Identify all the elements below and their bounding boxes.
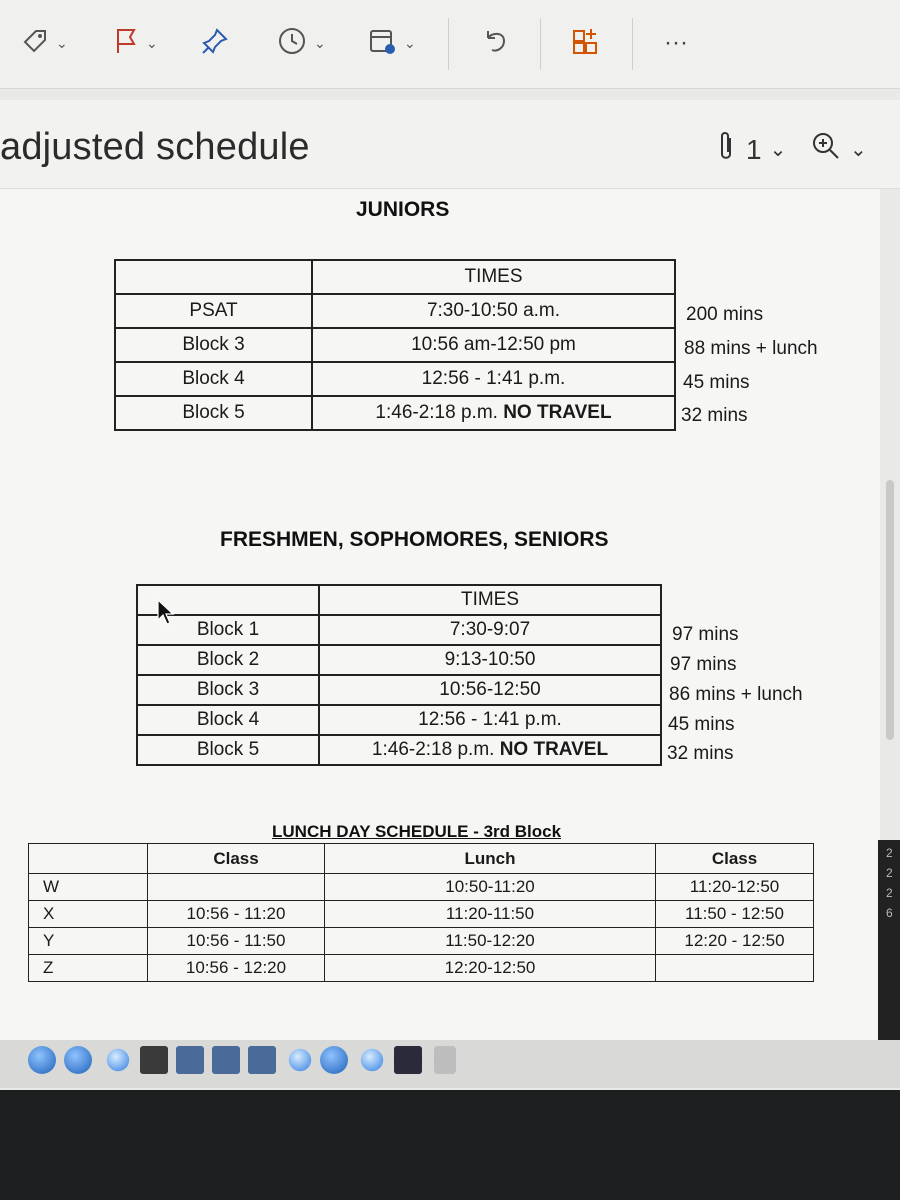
table-row xyxy=(137,705,661,735)
safari-icon[interactable] xyxy=(107,1049,129,1071)
table-row xyxy=(115,328,675,362)
table-row: W 10:50-11:20 11:20-12:50 xyxy=(29,874,814,901)
row-time: 7:30-9:07 xyxy=(319,615,661,645)
flag-button[interactable] xyxy=(112,22,158,64)
row-time: 12:56 - 1:41 p.m. xyxy=(312,362,675,396)
row-time: 1:46-2:18 p.m. NO TRAVEL xyxy=(319,735,661,765)
no-travel-note: NO TRAVEL xyxy=(503,402,612,423)
toolbar-divider xyxy=(632,18,633,70)
duration-label: 200 mins xyxy=(686,304,764,325)
duration-label: 86 mins + lunch xyxy=(669,684,803,705)
globe-icon[interactable] xyxy=(28,1046,56,1074)
row-label: Block 3 xyxy=(115,328,312,362)
row-time: 7:30-10:50 a.m. xyxy=(312,294,675,328)
more-button[interactable] xyxy=(664,22,688,64)
paperclip-icon xyxy=(714,130,738,169)
attachment-count: 1 xyxy=(746,133,762,165)
attachments-button[interactable] xyxy=(714,130,786,169)
lunch-schedule-title: LUNCH DAY SCHEDULE - 3rd Block xyxy=(272,822,562,841)
day-label: W xyxy=(29,874,148,901)
chevron-down-icon: ⌄ xyxy=(850,139,867,161)
table-header-row xyxy=(115,260,675,294)
chevron-down-icon: ⌄ xyxy=(404,34,416,51)
trash-icon[interactable] xyxy=(434,1046,456,1074)
table-row xyxy=(115,294,675,328)
calendar-rules-icon xyxy=(366,25,398,62)
apps-button[interactable] xyxy=(570,22,602,64)
zoom-icon xyxy=(810,130,842,169)
safari-icon[interactable] xyxy=(361,1049,383,1071)
toolbar-divider xyxy=(540,18,541,70)
table-header-row xyxy=(29,844,814,874)
people-icon[interactable] xyxy=(176,1046,204,1074)
duration-label: 88 mins + lunch xyxy=(684,338,818,359)
snooze-button[interactable] xyxy=(276,22,326,64)
apps-add-icon xyxy=(570,25,602,62)
row-label: Block 5 xyxy=(137,735,319,765)
safari-icon[interactable] xyxy=(289,1049,311,1071)
row-label: Block 5 xyxy=(115,396,312,430)
rules-button[interactable] xyxy=(366,22,416,64)
row-time: 9:13-10:50 xyxy=(319,645,661,675)
message-header xyxy=(0,100,900,189)
mouse-cursor xyxy=(156,598,176,631)
duration-label: 45 mins xyxy=(668,714,735,735)
more-icon: ··· xyxy=(664,29,688,56)
row-time: 10:56 am-12:50 pm xyxy=(312,328,675,362)
table-row xyxy=(115,396,675,430)
flag-icon xyxy=(112,26,140,61)
no-travel-note: NO TRAVEL xyxy=(499,739,609,760)
clock-icon xyxy=(276,25,308,62)
people-icon[interactable] xyxy=(248,1046,276,1074)
pin-button[interactable] xyxy=(200,22,230,64)
duration-label: 97 mins xyxy=(670,654,737,675)
duration-label: 97 mins xyxy=(672,624,739,645)
juniors-title: JUNIORS xyxy=(356,198,450,221)
duration-label: 45 mins xyxy=(683,372,750,393)
chevron-down-icon: ⌄ xyxy=(314,34,326,51)
row-label: Block 3 xyxy=(137,675,319,705)
background-window-edge: 2 2 2 6 xyxy=(878,840,900,1040)
row-time: 12:56 - 1:41 p.m. xyxy=(319,705,661,735)
table-row xyxy=(137,675,661,705)
undo-button[interactable] xyxy=(480,22,510,64)
day-label: Z xyxy=(29,955,148,982)
chevron-down-icon: ⌄ xyxy=(769,139,787,161)
chevron-down-icon: ⌄ xyxy=(146,34,158,51)
row-label: PSAT xyxy=(115,294,312,328)
times-header: TIMES xyxy=(319,585,661,615)
table-row xyxy=(137,735,661,765)
dock xyxy=(0,1040,900,1088)
day-label: X xyxy=(29,901,148,928)
globe-icon[interactable] xyxy=(64,1046,92,1074)
table-row xyxy=(115,362,675,396)
table-row xyxy=(137,645,661,675)
table-row: X 10:56 - 11:20 11:20-11:50 11:50 - 12:50 xyxy=(29,901,814,928)
toolbar-divider xyxy=(448,18,449,70)
duration-label: 32 mins xyxy=(667,743,734,764)
row-label: Block 2 xyxy=(137,645,319,675)
pin-icon xyxy=(200,26,230,61)
class-header: Class xyxy=(148,844,325,874)
row-label: Block 4 xyxy=(115,362,312,396)
row-time: 10:56-12:50 xyxy=(319,675,661,705)
row-label: Block 4 xyxy=(137,705,319,735)
globe-icon[interactable] xyxy=(320,1046,348,1074)
table-row: Y 10:56 - 11:50 11:50-12:20 12:20 - 12:50 xyxy=(29,928,814,955)
others-title: FRESHMEN, SOPHOMORES, SENIORS xyxy=(220,528,609,551)
laptop-bezel xyxy=(0,1090,900,1200)
juniors-table xyxy=(114,259,676,431)
lunch-header: Lunch xyxy=(325,844,656,874)
class-header: Class xyxy=(656,844,814,874)
undo-icon xyxy=(480,26,510,61)
photo-icon[interactable] xyxy=(140,1046,168,1074)
categorize-button[interactable] xyxy=(20,22,68,64)
people-icon[interactable] xyxy=(212,1046,240,1074)
row-label: Block 1 xyxy=(137,615,319,645)
times-header: TIMES xyxy=(312,260,675,294)
tag-icon xyxy=(20,26,50,61)
others-table xyxy=(136,584,662,766)
row-time: 1:46-2:18 p.m. NO TRAVEL xyxy=(312,396,675,430)
table-header-row xyxy=(137,585,661,615)
zoom-button[interactable] xyxy=(810,130,867,169)
table-row xyxy=(137,615,661,645)
lunch-table xyxy=(28,843,814,982)
duration-label: 32 mins xyxy=(681,405,748,426)
scrollbar[interactable] xyxy=(886,480,894,740)
chevron-down-icon: ⌄ xyxy=(56,34,68,51)
message-toolbar xyxy=(0,0,900,89)
table-row: Z 10:56 - 12:20 12:20-12:50 xyxy=(29,955,814,982)
premiere-icon[interactable] xyxy=(394,1046,422,1074)
day-label: Y xyxy=(29,928,148,955)
message-subject: adjusted schedule xyxy=(0,126,310,168)
